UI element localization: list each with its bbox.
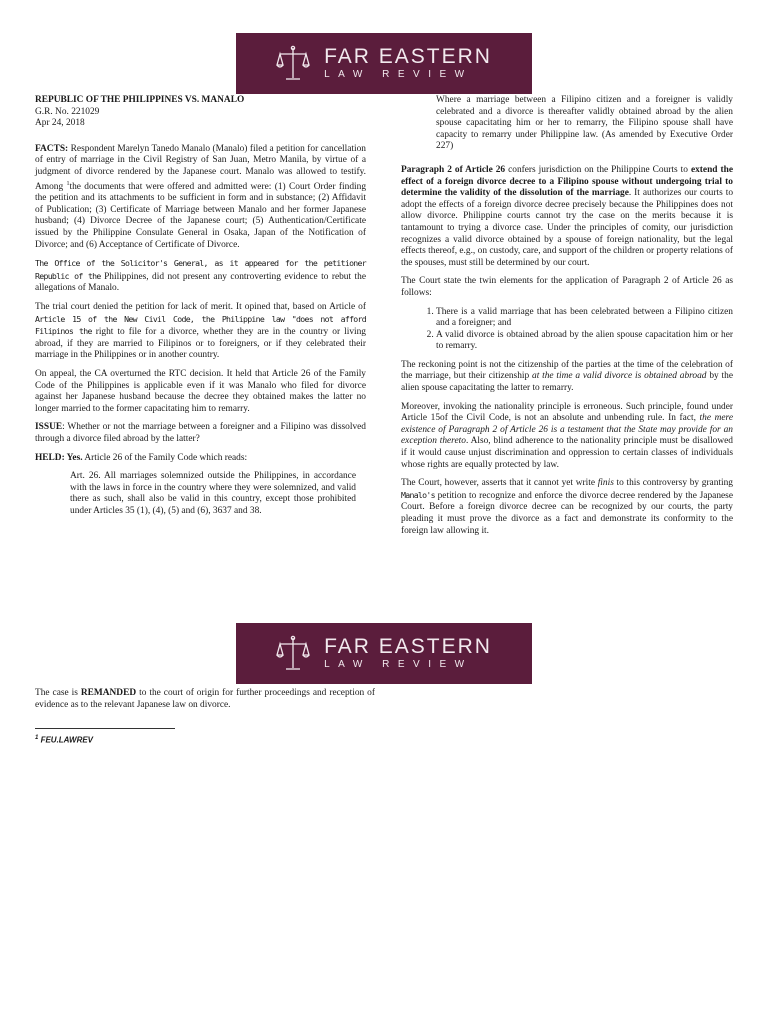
nationality-paragraph — [401, 402, 733, 472]
scales-of-justice-icon — [276, 634, 310, 674]
article-26-paragraph-2-quote: Where a marriage between a Filipino citizen and a foreigner is validly celebrated and a divorce is thereafter validly obtained abroad by the alien spouse capacitating him or her to remarry, the Filipino spouse shall have capacity to remarry under Philippine law. (As amended by Executive Order 227) — [436, 95, 733, 152]
case-title: REPUBLIC OF THE PHILIPPINES VS. MANALO — [35, 95, 245, 105]
footnote-divider — [35, 728, 175, 729]
trial-text-cont: right to file for a divorce, whether they are in the country or living abroad, if they are married to Filipinos or to foreigners, or if they celebrated their marriage in the Philippines or in another country. — [35, 327, 366, 361]
facts-text-cont: the documents that were offered and admitted were: (1) Court Order finding the petition and its attachments to be sufficient in form and in substance; (2) Affidavit of Publication; (3) Certificate of Marriage between Manalo and her former Japanese husband; (4) Divorce Decree of the Japanese court; (5) Authentication/Certificate issued by the Philippine Consulate General in Osaka, Japan of the Notification of Divorce; and (6) Acceptance of Certificate of Divorce. — [35, 181, 367, 250]
footnote — [35, 733, 93, 746]
footer-banner — [236, 623, 532, 684]
appeal-paragraph: On appeal, the CA overturned the RTC decision. It held that Article 26 of the Family Code of the Philippines is applicable even if it was Manalo who filed for divorce against her Japanese husband because the decree they obtained makes the latter no longer married to the former capacitating him to remarry. — [35, 369, 366, 414]
footnote-ref: 1 — [66, 180, 70, 187]
held-label: HELD: Yes. — [35, 452, 83, 463]
finis-text-cont: petition to recognize and enforce the divorce decree rendered by the Japanese Court. Before a foreign divorce decree can be recognized by our courts, the party pleading it must prove the divorce as a fact and demonstrate its conformity to the foreign law allowing it. — [401, 490, 733, 536]
remand-text: The case is — [35, 688, 81, 698]
case-header — [35, 95, 366, 130]
osg-paragraph — [35, 258, 366, 295]
paragraph-2-text: confers jurisdiction on the Philippine Courts to — [505, 164, 691, 175]
facts-paragraph — [35, 144, 366, 251]
trial-paragraph — [35, 302, 366, 362]
remand-emphasis: REMANDED — [80, 688, 137, 698]
finis-paragraph — [401, 478, 733, 537]
issue-label: ISSUE — [35, 422, 63, 433]
held-paragraph — [35, 453, 366, 465]
scales-of-justice-icon — [276, 44, 310, 84]
footnote-mark: 1 — [35, 735, 39, 741]
osg-text-typewriter: The Office of the Solicitor's General, as it appeared for the petitioner Republic of the — [35, 258, 366, 281]
banner-subtitle: LAW REVIEW — [324, 69, 473, 80]
banner-name: FAR EASTERN — [324, 635, 492, 658]
nationality-emphasis: the mere existence of Paragraph 2 of Article 26 is a testament that the State may provide for an exception thereto — [401, 413, 733, 447]
nationality-text: Moreover, invoking the nationality principle is erroneous. Such principle, found under Article 15of the Civil Code, is not an absolute and unbending rule. In fact, — [401, 401, 733, 424]
remand-text-cont: to the court of origin for further proceedings and reception of evidence as to the relevant Japanese law on divorce. — [35, 688, 375, 710]
finis-text-mid: to this controversy by granting — [613, 478, 733, 489]
reckoning-text: The reckoning point is not the citizenship of the parties at the time of the celebration of the marriage, but their citizenship — [401, 359, 733, 382]
header-banner — [236, 33, 532, 94]
banner-subtitle: LAW REVIEW — [324, 659, 473, 670]
finis-emphasis: finis — [597, 478, 614, 489]
paragraph-2-text-cont: . It authorizes our courts to adopt the effects of a foreign divorce decree precisely because the Philippines does not allow divorce. Philippine courts cannot try the case on the merits because it is tantamount to trying a divorce case. Under the principles of comity, our jurisdiction recognizes a valid divorce obtained by a spouse of foreign nationality, but the legal effects thereof, e.g., on custody, care, and support of the children or property relations of the spouses, must still be determined by our court. — [401, 188, 734, 268]
facts-label: FACTS: — [35, 143, 69, 154]
case-date: Apr 24, 2018 — [35, 118, 85, 129]
list-item: 2. A valid divorce is obtained abroad by the alien spouse capacitation him or her to remarry. — [436, 330, 733, 353]
list-item: 1. There is a valid marriage that has been celebrated between a Filipino citizen and a foreigner; and — [436, 307, 733, 330]
trial-text-typewriter: Article 15 of the New Civil Code, the Philippine law "does not afford Filipinos the — [35, 313, 366, 337]
facts-text: Respondent Marelyn Tanedo Manalo (Manalo) filed a petition for cancellation of entry of marriage in the Civil Registry of San Juan, Metro Manila, by virtue of a judgment of divorce rendered by the Japanese court. Manalo was allowed to testify. Among — [35, 143, 366, 192]
footnote-text: FEU.LAWREV — [38, 735, 94, 745]
reckoning-paragraph — [401, 360, 733, 395]
nationality-text-cont: . Also, blind adherence to the nationality principle must be disallowed if it would cause unjust discrimination and oppression to certain classes of individuals whose rights are equally protected by law. — [401, 436, 733, 470]
case-number: G.R. No. 221029 — [35, 106, 100, 117]
paragraph-2-discussion — [401, 165, 733, 269]
finis-text: The Court, however, asserts that it cannot yet write — [401, 478, 598, 489]
remand-paragraph — [35, 688, 375, 711]
issue-text: : Whether or not the marriage between a foreigner and a Filipino was dissolved through a divorce filed abroad by the latter? — [35, 422, 366, 444]
reckoning-text-cont: by the alien spouse capacitating the latter to remarry. — [401, 371, 733, 394]
right-column — [401, 95, 733, 544]
banner-name: FAR EASTERN — [324, 45, 492, 68]
left-column — [35, 95, 366, 525]
paragraph-2-label: Paragraph 2 of Article 26 — [401, 164, 506, 175]
twin-elements-intro: The Court state the twin elements for the application of Paragraph 2 of Article 26 as follows: — [401, 276, 733, 298]
paragraph-2-holding: extend the effect of a foreign divorce decree to a Filipino spouse without undergoing trial to determine the validity of the dissolution of the marriage — [401, 164, 733, 199]
article-26-quote: Art. 26. All marriages solemnized outside the Philippines, in accordance with the laws in force in the country where they were solemnized, and valid there as such, shall also be valid in this country, except those prohibited under Articles 35 (1), (4), (5) and (6), 3637 and 38. — [70, 471, 356, 516]
twin-elements-list — [401, 307, 733, 353]
reckoning-emphasis: at the time a valid divorce is obtained abroad — [532, 371, 707, 382]
osg-text: Philippines, did not present any controverting evidence to rebut the allegations of Manalo. — [35, 271, 366, 294]
held-text: Article 26 of the Family Code which reads: — [82, 452, 248, 463]
finis-typewriter: Manalo's — [401, 489, 435, 500]
issue-paragraph — [35, 422, 366, 445]
trial-text: The trial court denied the petition for lack of merit. It opined that, based on Article of — [35, 302, 366, 313]
